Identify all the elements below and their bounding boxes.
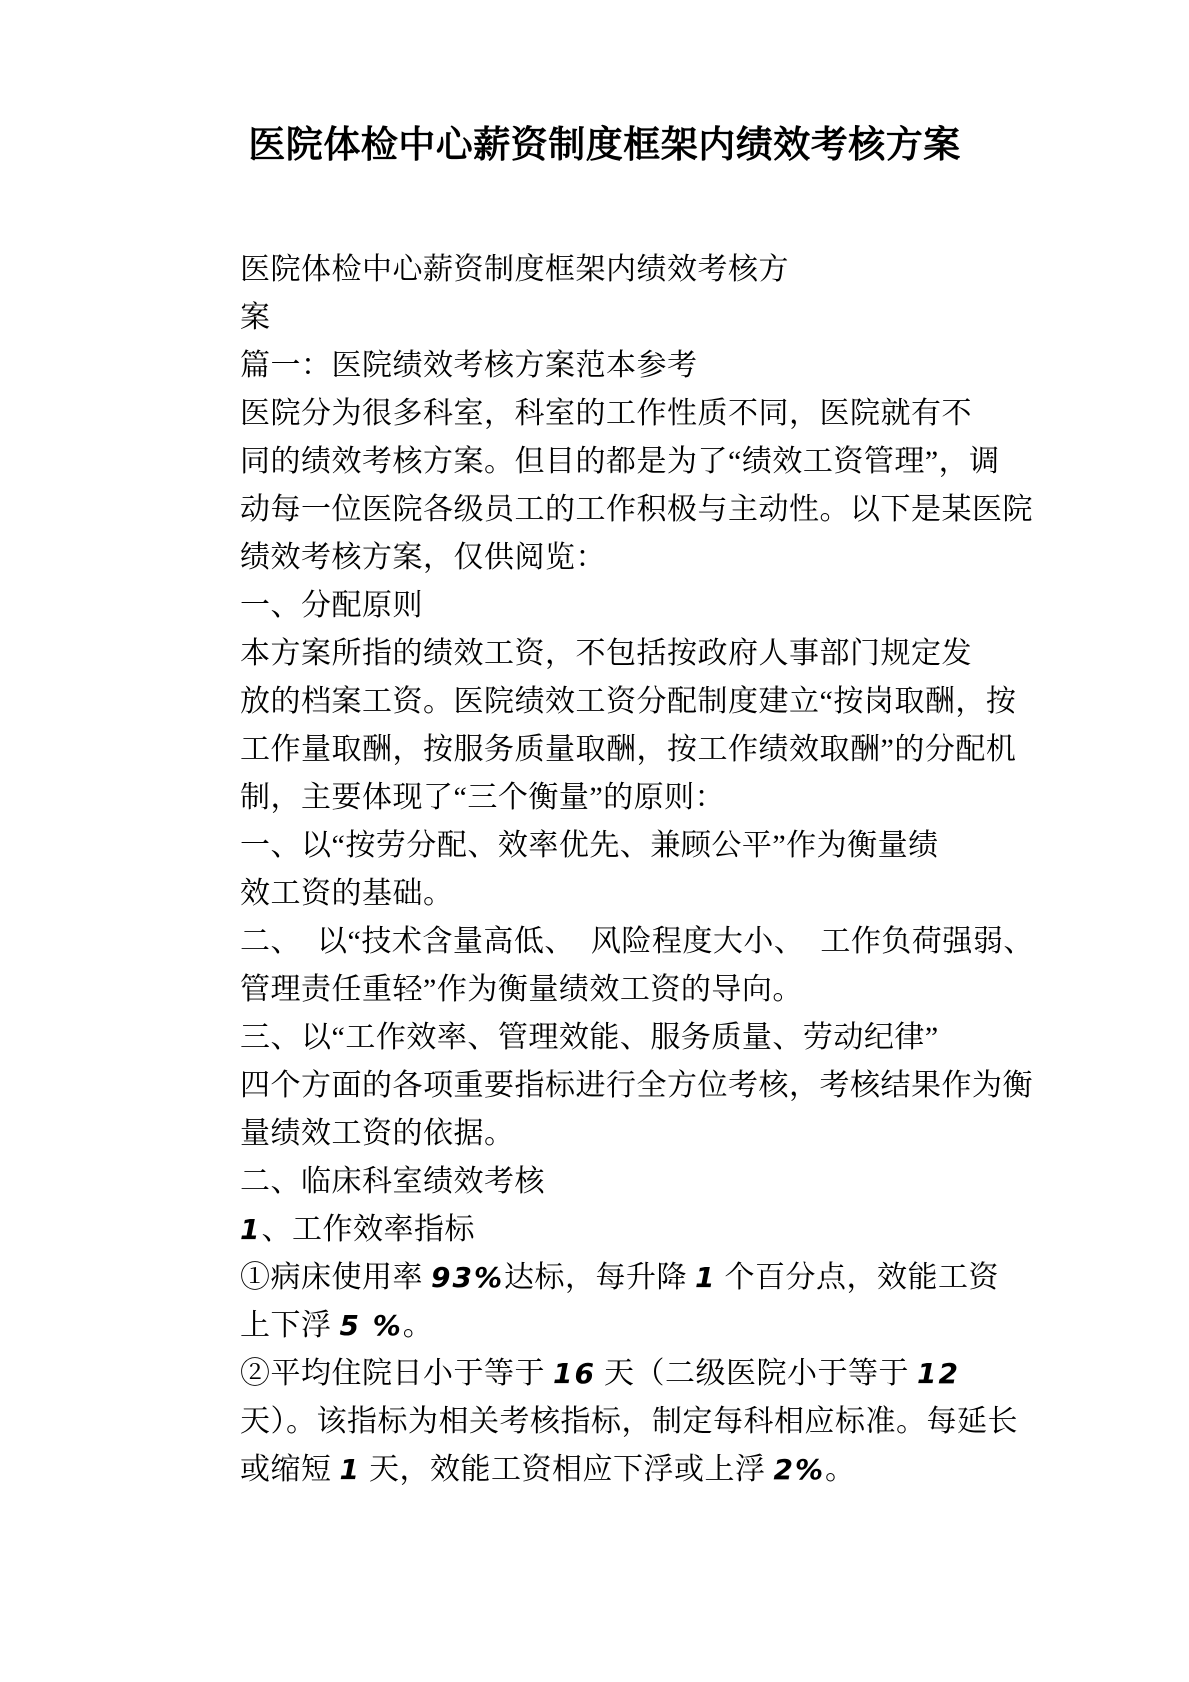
- text-run: 医院体检中心薪资制度框架内绩效考核方: [240, 253, 789, 286]
- text-line: [240, 918, 1050, 966]
- text-run: 。: [825, 1453, 856, 1486]
- numeric-text-run: 93%: [431, 1261, 505, 1294]
- text-run: 三、以“工作效率、管理效能、服务质量、劳动纪律”: [240, 1021, 939, 1054]
- numeric-text-run: 5 %: [339, 1309, 403, 1342]
- text-line: [240, 1398, 1050, 1446]
- text-run: 同的绩效考核方案。但目的都是为了“绩效工资管理”，调: [240, 445, 1000, 478]
- text-run: 天（二级医院小于等于: [595, 1357, 917, 1390]
- text-line: [240, 1302, 1050, 1350]
- text-line: [240, 1350, 1050, 1398]
- text-run: 效工资的基础。: [240, 877, 454, 910]
- text-run: 案: [240, 301, 271, 334]
- text-run: 二、临床科室绩效考核: [240, 1165, 545, 1198]
- text-run: 制，主要体现了“三个衡量”的原则：: [240, 781, 726, 814]
- text-line: [240, 1446, 1050, 1494]
- text-line: [240, 1158, 1050, 1206]
- text-line: [240, 726, 1050, 774]
- text-run: 天，效能工资相应下浮或上浮: [360, 1453, 774, 1486]
- text-line: [240, 966, 1050, 1014]
- text-run: 、工作效率指标: [261, 1213, 475, 1246]
- text-line: [240, 582, 1050, 630]
- document-lines: [240, 246, 1050, 1494]
- text-line: [240, 534, 1050, 582]
- text-line: [240, 486, 1050, 534]
- text-line: [240, 1110, 1050, 1158]
- text-line: [240, 246, 1050, 294]
- text-run: 量绩效工资的依据。: [240, 1117, 515, 1150]
- text-line: [240, 630, 1050, 678]
- document-title: 医院体检中心薪资制度框架内绩效考核方案: [248, 125, 961, 166]
- text-run: 本方案所指的绩效工资，不包括按政府人事部门规定发: [240, 637, 972, 670]
- text-line: [240, 438, 1050, 486]
- text-run: 个百分点，效能工资: [716, 1261, 1000, 1294]
- text-line: [240, 1254, 1050, 1302]
- text-run: 四个方面的各项重要指标进行全方位考核，考核结果作为衡: [240, 1069, 1033, 1102]
- text-line: [240, 870, 1050, 918]
- text-line: [240, 342, 1050, 390]
- text-line: [240, 294, 1050, 342]
- text-run: 医院分为很多科室，科室的工作性质不同，医院就有不: [240, 397, 972, 430]
- numeric-text-run: 12: [916, 1357, 960, 1390]
- text-run: 动每一位医院各级员工的工作积极与主动性。以下是某医院: [240, 493, 1033, 526]
- text-run: 。: [402, 1309, 434, 1342]
- numeric-text-run: 1: [240, 1213, 262, 1246]
- text-run: 绩效考核方案，仅供阅览：: [240, 541, 606, 574]
- text-run: 管理责任重轻”作为衡量绩效工资的导向。: [240, 973, 803, 1006]
- text-line: [240, 390, 1050, 438]
- text-line: [240, 1206, 1050, 1254]
- text-run: 工作量取酬，按服务质量取酬，按工作绩效取酬”的分配机: [240, 733, 1017, 766]
- text-line: [240, 774, 1050, 822]
- text-run: 一、分配原则: [240, 589, 423, 622]
- numeric-text-run: 1: [695, 1261, 717, 1294]
- text-run: 达标，每升降: [504, 1261, 696, 1294]
- text-line: [240, 822, 1050, 870]
- numeric-text-run: 16: [553, 1357, 596, 1390]
- text-line: [240, 1062, 1050, 1110]
- text-run: 二、 以“技术含量高低、 风险程度大小、 工作负荷强弱、: [240, 925, 1034, 958]
- text-line: [240, 1014, 1050, 1062]
- numeric-text-run: 2%: [773, 1453, 826, 1486]
- text-run: 篇一：医院绩效考核方案范本参考: [240, 349, 698, 382]
- text-run: 上下浮: [240, 1309, 340, 1342]
- text-run: 一、以“按劳分配、效率优先、兼顾公平”作为衡量绩: [240, 829, 939, 862]
- text-run: 放的档案工资。医院绩效工资分配制度建立“按岗取酬，按: [240, 685, 1017, 718]
- text-run: ②平均住院日小于等于: [240, 1357, 553, 1390]
- text-run: ①病床使用率: [240, 1261, 431, 1294]
- text-run: 天）。该指标为相关考核指标，制定每科相应标准。每延长: [240, 1405, 1018, 1438]
- text-run: 或缩短: [240, 1453, 340, 1486]
- numeric-text-run: 1: [339, 1453, 361, 1486]
- text-line: [240, 678, 1050, 726]
